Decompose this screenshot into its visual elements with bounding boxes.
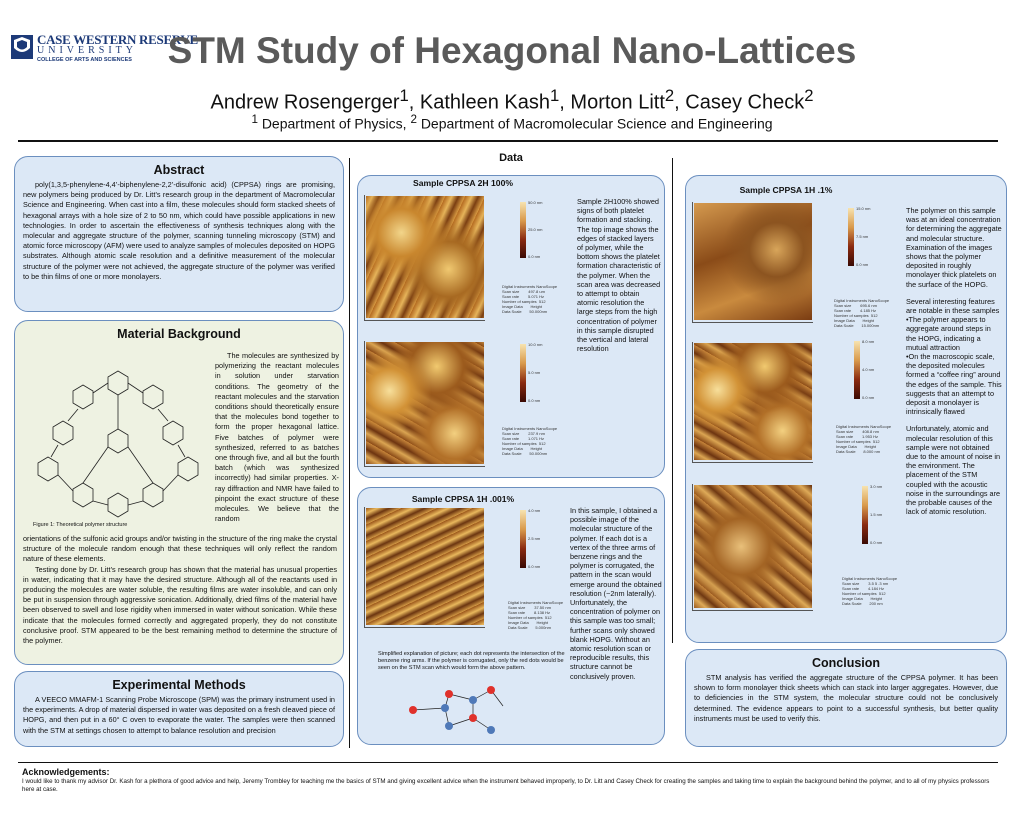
methods-panel [14,671,344,747]
sample-001-panel [357,487,665,745]
sample-1-text-3: •The polymer appears to aggregate around steps in the HOPG, indicating a mutual attraction [906,315,991,352]
author-name: Andrew Rosengerger [210,91,400,114]
author-name: Morton Litt [570,91,665,114]
author-sup: 1 [399,86,409,105]
affil-sup: 2 [410,113,417,126]
red-dot [487,686,495,694]
material-text-2: Testing done by Dr. Litt’s research group has shown that the material has unusual properties in water, indicating that it may have the desired structure. Although all of the reactants used in producing the molecules are water soluble, the resulting films are water insoluble, and can only be put in suspension through aggressive sonication. Additionally, dried films of the material have been observed to swell and lose rigidity when immersed in water without sonication. While these indicate that the molecules formed correctly and aggregated properly, they do not constitute conclusive proof. STM appeared to be the best remaining method to determine the structure of the polymer. [23,564,337,646]
author-sup: 2 [804,86,814,105]
acknowledgements-text: I would like to thank my advisor Dr. Kash for a plethora of good advice and help, Jeremy Trombley for teaching me the basics of STM and giving excellent advice when the instrument behaved improperly, to Dr. Litt and Casey Check for creating the samples and taking time to explain the background behind the polymer, and to all of my physics professors here at case. [22,778,990,794]
scan-metadata: Digital Instruments NanoScope Scan size 237.9 nm Scan rate 1.071 Hz Number of samples 512 Image Data Height Data Scale 50.000nm [502,426,558,456]
lattice-caption: Simplified explanation of picture; each dot represents the intersection of the benzene ring arms. If the polymer is corrugated, only the red dots would be seen on the STM scan which would form the above pattern. [378,651,565,672]
material-panel [14,320,344,665]
material-text-side: The molecules are synthesized by polymerizing the reactant molecules in solution under starvation conditions. The geometry of the reactant molecules and the starvation conditions should theoretically ensure that the molecules bond together to form the proper hexagonal lattice. Five batches of polymer were synthesized, referred to as batches one through five, and all but the fourth batch (which was synthesized incorrectly) had similar properties. X-ray diffraction and NMR have failed to pinpoint the exact structure of these molecules. We believe that the random [215,351,339,524]
colorbar-label: 0.0 nm [870,540,883,545]
colorbar-label: 15.0 nm [856,206,871,211]
scan-metadata: Digital Instruments NanoScope Scan size 695.6 nm Scan rate 4.185 Hz Number of samples 512 Image Data Height Data Scale 15.000nm [834,298,890,328]
colorbar-label: 0.0 nm [528,398,541,403]
colorbar [854,341,860,399]
sample-001-text: In this sample, I obtained a possible image of the molecular structure of the polymer. If each dot is a vertex of the three arms of benzene rings and the polymer is corrugated, the pattern in the scan would emerge around the obtained resolution (~2nm laterally). Unfortunately, the concentration of polymer on this sample was too small; further scans only showed blank HOPG. Without an atomic resolution scan or reproducible results, this structure cannot be conclusively proven. [570,506,662,681]
colorbar-label: 0.0 nm [856,262,869,267]
conclusion-panel [685,649,1007,747]
stm-scan-image [694,343,812,460]
colorbar-label: 5.0 nm [528,370,541,375]
sample-001-title: Sample CPPSA 1H .001% [411,494,515,504]
sample-1-text-5: Unfortunately, atomic and molecular resolution of this sample were not obtained due to the amount of noise in the environment. The placement of the STM coupled with the acoustic noise in the surroundings are the probable causes of the lack of atomic resolution. [906,424,1001,517]
affiliations [0,113,1024,132]
material-title: Material Background [117,327,241,341]
red-dot [469,714,477,722]
scan-metadata: Digital Instruments NanoScope Scan size 37.50 nm Scan rate 8.138 Hz Number of samples 512 Image Data Height Data Scale 5.000nm [508,600,564,630]
colorbar [520,202,526,258]
blue-dot [487,726,495,734]
abstract-text: poly(1,3,5-phenylene-4,4’-biphenylene-2,2’-disulfonic acid) (CPPSA) rings are promising, new polymers being produced by Dr. Litt’s research group in the department of Macromolecular Science and Engineering. When cast into a film, these molecules should form stacked sheets of hexagonal arrays with a hole size of 2 to 50 nm, which could have possible applications in new technologies. In order to ascertain the effectiveness of synthesis techniques along with the molecular and aggregate structure of the polymer, scanning tunneling microscopy (STM) and atomic force microscopy (AFM) were used to analyze samples of molecules deposited on HOPG substrates. Although atomic scale resolution and a definitive measurement of the molecular structure of the polymer were not achieved, the aggregate structure of the polymer was verified to be thin films of one or more monolayers. [23,180,335,281]
colorbar-label: 10.0 nm [528,342,543,347]
sample-1-text-4: •On the macroscopic scale, the deposited molecules formed a “coffee ring” around the edges of the sample. This suggests that an attempt to deposit a monolayer is intrinsically flawed [906,352,1002,417]
scan-metadata: Digital Instruments NanoScope Scan size 3.5 5 .3 nm Scan rate 4.184 Hz Number of samples 512 Image Data Height Data Scale 200 nm [842,576,898,606]
column-divider [672,158,673,643]
scan-metadata: Digital Instruments NanoScope Scan size 408.8 nm Scan rate 1.953 Hz Number of samples 512 Image Data Height Data Scale 8.000 nm [836,424,892,454]
colorbar-label: 1.5 nm [870,512,883,517]
scan-metadata: Digital Instruments NanoScope Scan size 497.8 um Scan rate 5.071 Hz Number of samples 512 Image Data Height Data Scale 50.000nm [502,284,558,314]
sample-1-text-1: The polymer on this sample was at an ideal concentration for determining the aggregate and molecular structure. Examination of the images shows that the polymer deposited in roughly monolayer thick platelets on the surface of the HOPG. [906,206,1002,289]
colorbar-label: 4.0 nm [528,508,541,513]
data-title: Data [499,152,523,164]
colorbar-label: 8.0 nm [862,339,875,344]
author-name: Kathleen Kash [419,91,551,114]
sample-2h-title: Sample CPPSA 2H 100% [413,178,513,188]
red-dot [445,690,453,698]
sample-1-title: Sample CPPSA 1H .1% [739,185,833,195]
methods-text: A VEECO MMAFM-1 Scanning Probe Microscope (SPM) was the primary instrument used in the experiments. A drop of material dispersed in water was deposited on a fresh cleaved piece of HOPG, and then put in a 60° C oven to evaporate the water. The samples were then scanned with the STM at settings chosen to attempt to balance resolution and precision [23,695,335,735]
author-sup: 2 [664,86,675,105]
lattice-diagram [403,686,513,736]
stm-scan-image [366,196,484,318]
colorbar-label: 7.5 nm [856,234,869,239]
column-divider [349,158,350,748]
colorbar-label: 2.5 nm [528,536,541,541]
colorbar-label: 0.0 nm [862,395,875,400]
methods-title: Experimental Methods [112,678,246,692]
stm-scan-image [366,508,484,625]
colorbar-label: 4.0 nm [862,367,875,372]
blue-dot [469,696,477,704]
polymer-structure-figure [23,365,213,521]
colorbar-label: 0.0 nm [528,254,541,259]
sample-1-text-2: Several interesting features are notable in these samples [906,296,1000,316]
author-sup: 1 [550,86,560,105]
blue-dot [445,722,453,730]
header-divider [18,140,998,142]
university-sub: UNIVERSITY [37,45,137,56]
abstract-panel [14,156,344,312]
colorbar-label: 50.0 nm [528,200,543,205]
sample-2h-text: Sample 2H100% showed signs of both platelet formation and stacking. The top image shows the edges of stacked layers of polymer, while the bottom shows the platelet formation characteristic of the polymer. When the scan area was decreased to attempt to obtain atomic resolution the large steps from the high concentration of polymer in this sample disrupted the vertical and lateral resolution [577,197,661,354]
conclusion-text: STM analysis has verified the aggregate structure of the CPPSA polymer. It has been shown to form monolayer thick sheets which can stack into larger aggregates. However, due to deficiencies in the STM system, the molecular structure could not be conclusively determined. The evidence appears to point to a successful synthesis, but better quality instruments must be used to verify this. [694,673,998,723]
figure-caption: Figure 1: Theoretical polymer structure [33,522,128,528]
material-text-1: orientations of the sulfonic acid groups and/or twisting in the structure of the ring make the crystal structure of the molecule random enough that these techniques will only reflect the random nature of these elements. [23,534,337,564]
acknowledgements-title: Acknowledgements: [22,767,110,777]
blue-dot [441,704,449,712]
college-name: COLLEGE OF ARTS AND SCIENCES [37,57,132,63]
conclusion-title: Conclusion [811,656,881,670]
colorbar [862,486,868,544]
abstract-title: Abstract [153,163,205,177]
sample-2h-panel [357,175,665,478]
stm-scan-image [694,203,812,320]
author-name: Casey Check [685,91,805,114]
colorbar [520,344,526,402]
affil-sup: 1 [251,113,258,126]
affiliation-macromolecular: Department of Macromolecular Science and Engineering [420,115,773,132]
author-list: Andrew Rosengerger$^1$, Kathleen Kash$^1$, Morton Litt$^2$, Casey Check$^2$ [210,86,814,114]
colorbar-label: 0.0 nm [528,564,541,569]
sample-1-panel [685,175,1007,643]
affiliation-physics: Department of Physics, [261,115,407,132]
red-dot [409,706,417,714]
colorbar [520,510,526,568]
footer-divider [18,762,998,763]
poster-title: STM Study of Hexagonal Nano-Lattices [167,30,857,71]
stm-scan-image [366,342,484,464]
stm-scan-image [694,485,812,608]
colorbar [848,208,854,266]
colorbar-label: 25.0 nm [528,227,543,232]
university-name: CASE WESTERN RESERVE [37,32,198,47]
colorbar-label: 3.0 nm [870,484,883,489]
